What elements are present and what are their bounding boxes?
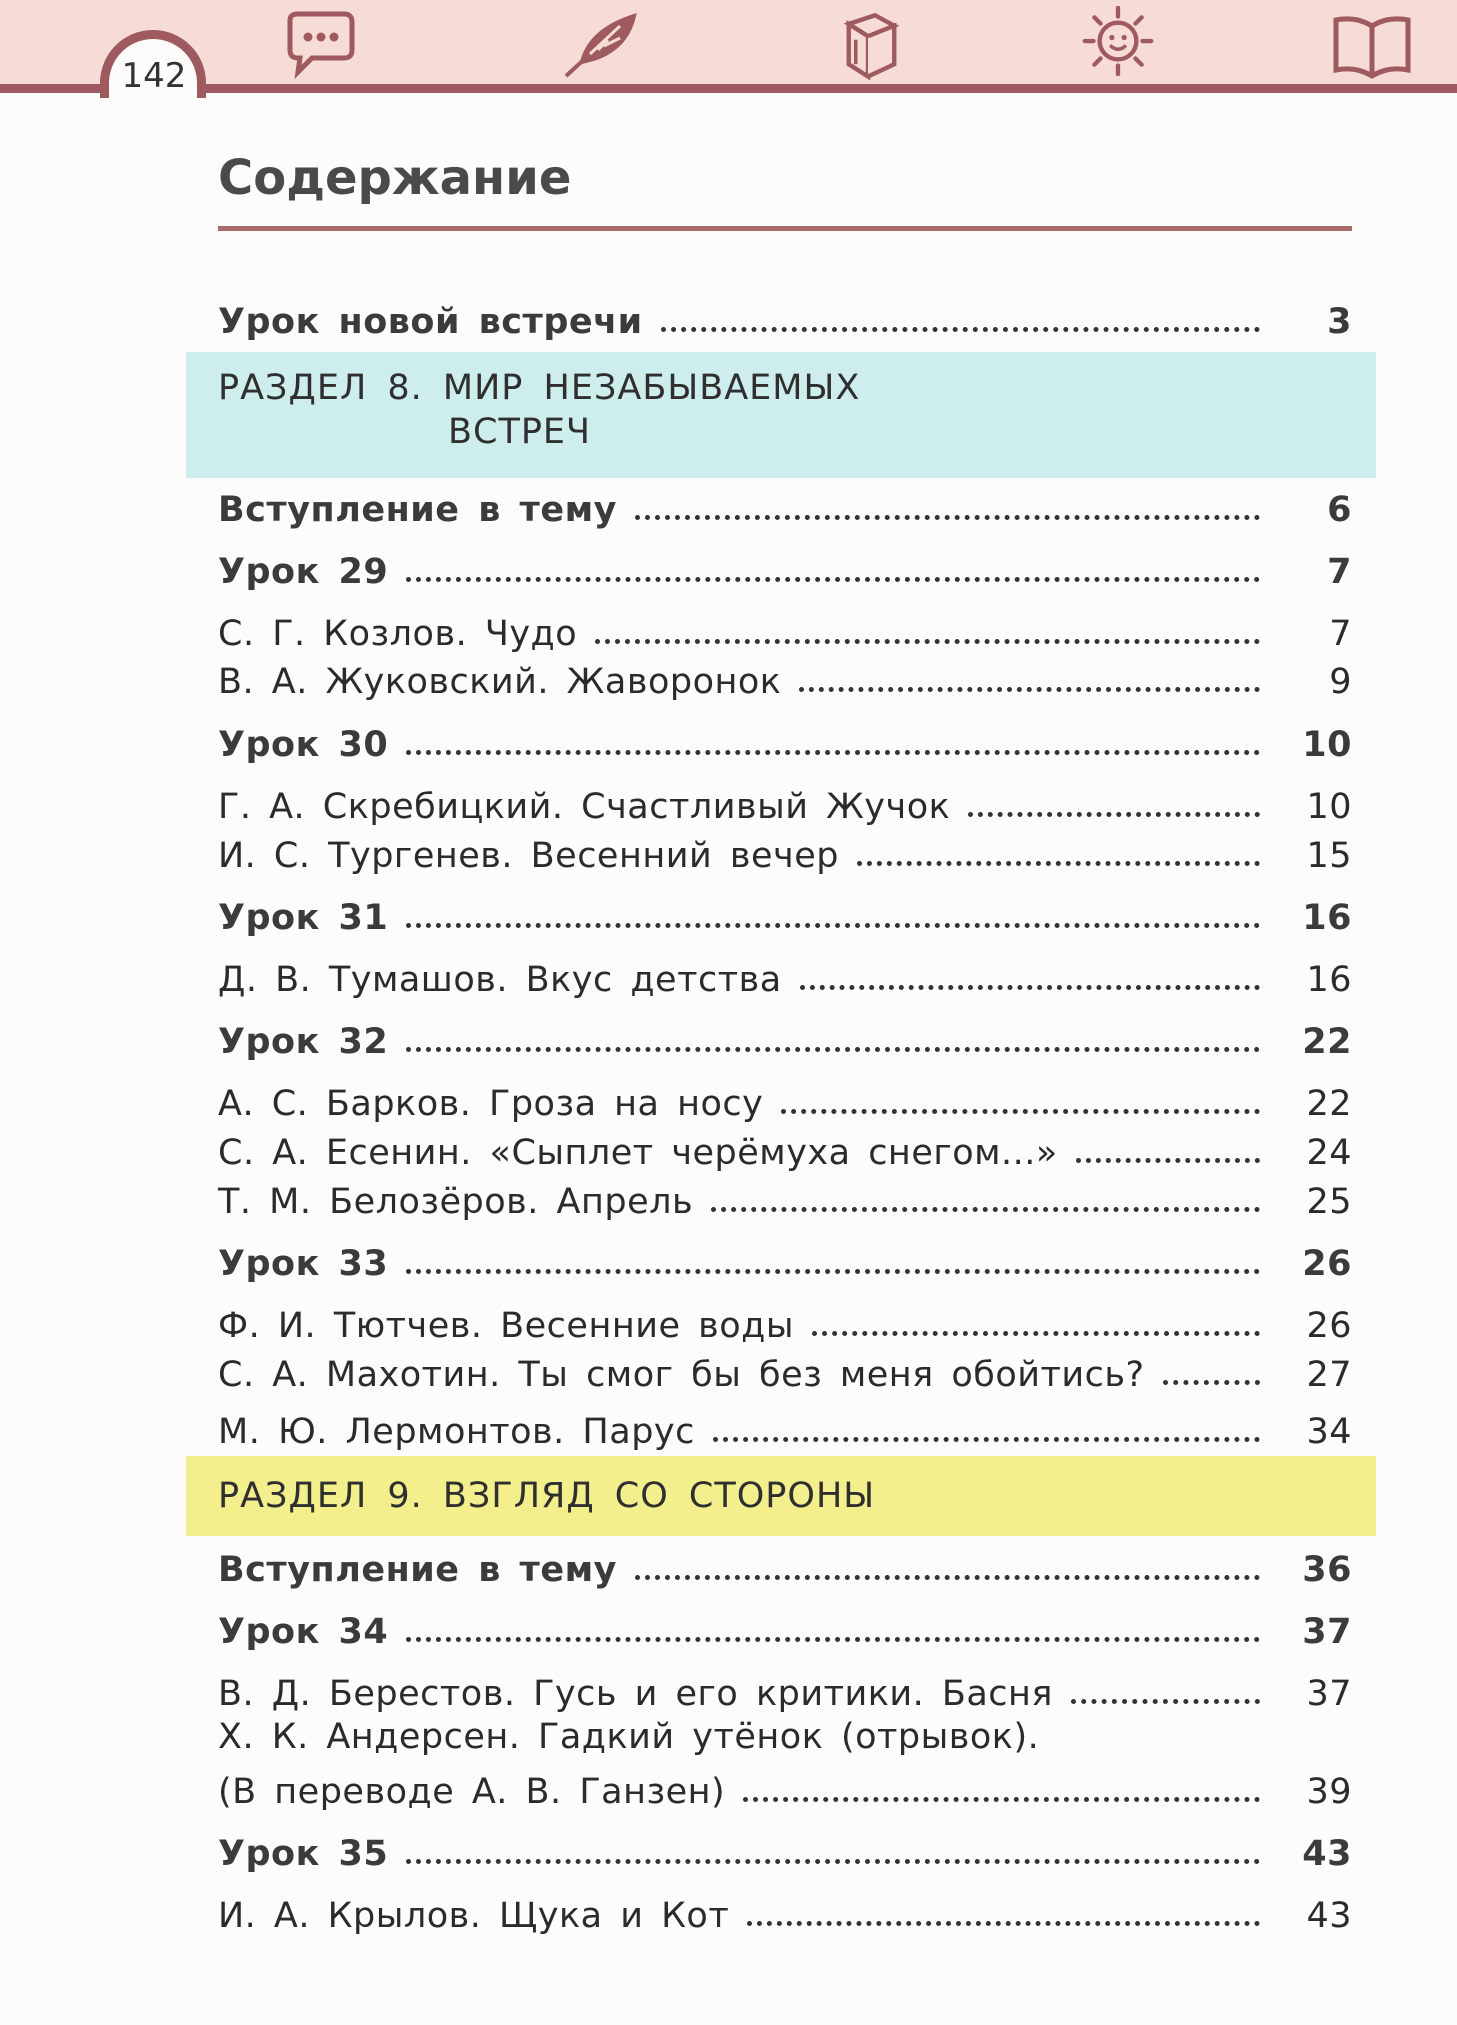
toc-entry-title: И. С. Тургенев. Весенний вечер [218, 836, 839, 876]
section-heading-9 [218, 1476, 875, 1516]
dot-leader [812, 1331, 1260, 1336]
title-underline [218, 226, 1352, 231]
dot-leader [743, 1797, 1260, 1802]
toc-entry-page: 22 [1302, 1022, 1352, 1062]
dot-leader [406, 1047, 1260, 1052]
speech-bubble-icon [282, 10, 358, 80]
dot-leader [406, 923, 1260, 928]
toc-entry-title: Урок 32 [218, 1022, 389, 1062]
book-icon [832, 10, 904, 80]
toc-entry-title: В. Д. Берестов. Гусь и его критики. Басня [218, 1674, 1053, 1714]
toc-entry-title: С. А. Махотин. Ты смог бы без меня обойтись? [218, 1355, 1145, 1395]
toc-entry-page: 10 [1306, 787, 1352, 827]
toc-entry-page: 43 [1306, 1896, 1352, 1936]
toc-entry[interactable] [218, 652, 1352, 702]
toc-entry-title: Урок 30 [218, 725, 389, 765]
header-band [0, 0, 1457, 92]
toc-entry-page: 27 [1306, 1355, 1352, 1395]
toc-entry[interactable] [218, 950, 1352, 1000]
toc-entry[interactable] [218, 715, 1352, 765]
dot-leader [406, 1859, 1260, 1864]
dot-leader [799, 687, 1260, 692]
toc-entry-page: 24 [1306, 1133, 1352, 1173]
toc-entry-title: В. А. Жуковский. Жаворонок [218, 662, 782, 702]
toc-entry[interactable] [218, 1402, 1352, 1452]
dot-leader [406, 1269, 1260, 1274]
toc-entry[interactable] [218, 480, 1352, 530]
toc-entry-title: Урок новой встречи [218, 302, 643, 342]
toc-entry[interactable] [218, 1540, 1352, 1590]
toc-entry-title: Урок 34 [218, 1612, 389, 1652]
toc-entry-title: Вступление в тему [218, 1550, 617, 1590]
dot-leader [713, 1437, 1260, 1442]
dot-leader [781, 1109, 1260, 1114]
dot-leader [635, 515, 1260, 520]
toc-entry[interactable] [218, 826, 1352, 876]
dot-leader [635, 1575, 1260, 1580]
page-number: 142 [121, 56, 187, 96]
toc-entry[interactable] [218, 1012, 1352, 1062]
toc-entry[interactable] [218, 888, 1352, 938]
feather-icon [560, 10, 640, 80]
toc-entry-title: А. С. Барков. Гроза на носу [218, 1084, 764, 1124]
dot-leader [406, 577, 1260, 582]
section-heading-line: РАЗДЕЛ 9. ВЗГЛЯД СО СТОРОНЫ [218, 1476, 876, 1516]
toc-entry[interactable] [218, 1886, 1352, 1936]
toc-entry-title: М. Ю. Лермонтов. Парус [218, 1412, 695, 1452]
toc-entry[interactable] [218, 604, 1352, 654]
open-book-icon [1330, 10, 1414, 80]
toc-entry-page: 36 [1302, 1550, 1352, 1590]
toc-entry-page: 25 [1306, 1182, 1352, 1222]
toc-entry[interactable] [218, 777, 1352, 827]
toc-entry[interactable] [218, 1234, 1352, 1284]
toc-entry-title: Ф. И. Тютчев. Весенние воды [218, 1306, 795, 1346]
toc-entry-title: Урок 35 [218, 1834, 389, 1874]
toc-entry[interactable] [218, 1824, 1352, 1874]
toc-entry[interactable] [218, 1074, 1352, 1124]
toc-entry-title-line[interactable]: Х. К. Андерсен. Гадкий утёнок (отрывок). [218, 1717, 1040, 1757]
toc-entry-title: С. А. Есенин. «Сыплет черёмуха снегом...» [218, 1133, 1058, 1173]
section-heading-line: ВСТРЕЧ [448, 412, 592, 452]
toc-entry-page: 26 [1306, 1306, 1352, 1346]
dot-leader [711, 1207, 1260, 1212]
dot-leader [800, 985, 1260, 990]
toc-entry[interactable] [218, 292, 1352, 342]
toc-entry[interactable] [218, 1664, 1352, 1714]
page-title: Содержание [218, 150, 572, 206]
toc-entry-title: Т. М. Белозёров. Апрель [218, 1182, 694, 1222]
toc-entry-title: (В переводе А. В. Ганзен) [218, 1772, 726, 1812]
toc-entry-page: 7 [1329, 614, 1352, 654]
toc-entry-title: Урок 31 [218, 898, 389, 938]
toc-entry-page: 7 [1327, 552, 1352, 592]
toc-entry-page: 37 [1302, 1612, 1352, 1652]
toc-entry-page: 9 [1329, 662, 1352, 702]
section-heading-line: РАЗДЕЛ 8. МИР НЕЗАБЫВАЕМЫХ [218, 368, 861, 408]
toc-entry-page: 34 [1306, 1412, 1352, 1452]
toc-entry-title: Д. В. Тумашов. Вкус детства [218, 960, 782, 1000]
toc-entry-page: 10 [1302, 725, 1352, 765]
toc-entry-page: 16 [1306, 960, 1352, 1000]
toc-entry[interactable] [218, 1296, 1352, 1346]
dot-leader [661, 327, 1260, 332]
toc-entry[interactable] [218, 1172, 1352, 1222]
dot-leader [1163, 1380, 1260, 1385]
toc-entry-page: 3 [1327, 302, 1352, 342]
dot-leader [857, 861, 1260, 866]
toc-entry[interactable] [218, 1762, 1352, 1812]
toc-entry[interactable] [218, 1345, 1352, 1395]
toc-entry-title: Урок 33 [218, 1244, 389, 1284]
dot-leader [747, 1921, 1260, 1926]
dot-leader [1071, 1699, 1260, 1704]
sun-icon [1078, 6, 1158, 76]
toc-entry[interactable] [218, 1123, 1352, 1173]
toc-entry-page: 39 [1306, 1772, 1352, 1812]
dot-leader [595, 639, 1260, 644]
header-rule [0, 84, 1457, 93]
section-heading-8 [218, 368, 860, 452]
toc-entry-title: Урок 29 [218, 552, 389, 592]
toc-entry-page: 26 [1302, 1244, 1352, 1284]
toc-entry-title: И. А. Крылов. Щука и Кот [218, 1896, 730, 1936]
toc-entry[interactable] [218, 542, 1352, 592]
toc-entry[interactable] [218, 1602, 1352, 1652]
toc-entry-page: 6 [1327, 490, 1352, 530]
dot-leader [968, 812, 1260, 817]
dot-leader [406, 1637, 1260, 1642]
toc-entry-title: Г. А. Скребицкий. Счастливый Жучок [218, 787, 951, 827]
toc-entry-title: С. Г. Козлов. Чудо [218, 614, 578, 654]
toc-entry-page: 22 [1306, 1084, 1352, 1124]
dot-leader [406, 750, 1260, 755]
toc-entry-page: 37 [1306, 1674, 1352, 1714]
toc-entry-page: 15 [1306, 836, 1352, 876]
toc-entry-page: 43 [1302, 1834, 1352, 1874]
toc-entry-page: 16 [1302, 898, 1352, 938]
toc-entry-title: Вступление в тему [218, 490, 617, 530]
dot-leader [1076, 1158, 1260, 1163]
